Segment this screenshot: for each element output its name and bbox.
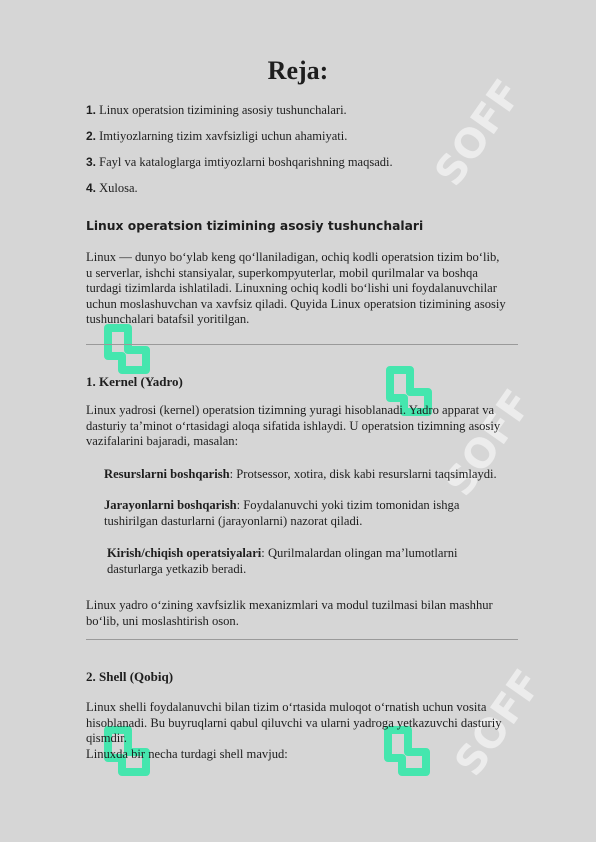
page-title: Reja:	[267, 56, 329, 85]
section-heading: Linux operatsion tizimining asosiy tushunchalari	[86, 219, 424, 233]
item-text: Fayl va kataloglarga imtiyozlarni boshqarishning maqsadi.	[96, 155, 393, 169]
watermark-text: SOFF	[446, 661, 552, 785]
text-line: tushunchalari batafsil yoritilgan.	[86, 312, 250, 326]
text-line: Linux yadrosi (kernel) operatsion tizimning yuragi hisoblanadi. Yadro apparat va	[86, 403, 495, 417]
list-item	[107, 546, 547, 577]
text-line: uchun moslashuvchan va xavfsiz qiladi. Quyida Linux operatsion tizimining asosiy	[86, 296, 506, 311]
section-intro	[86, 250, 548, 328]
watermark-text: SOFF	[436, 381, 542, 505]
item-text: dasturlarga yetkazib beradi.	[107, 561, 247, 576]
list-item	[104, 467, 544, 483]
item-term: Resurslarni boshqarish	[104, 467, 230, 481]
item-number: 1.	[86, 103, 97, 117]
list-item	[86, 102, 526, 128]
item-text: : Qurilmalardan olingan ma’lumotlarni	[261, 546, 458, 560]
text-line: Linuxda bir necha turdagi shell mavjud:	[86, 746, 288, 761]
section-heading: 2. Shell (Qobiq)	[86, 669, 174, 684]
text-line: dasturiy ta’minot o‘rtasidagi aloqa sifatida ishlaydi. U operatsion tizimning asosiy	[86, 418, 501, 433]
text-line: Linux — dunyo bo‘ylab keng qo‘llaniladigan, ochiq kodli operatsion tizim bo‘lib,	[86, 250, 500, 264]
section-heading: 1. Kernel (Yadro)	[86, 374, 183, 389]
item-number: 4.	[86, 181, 97, 195]
shell-intro	[86, 700, 548, 762]
divider	[86, 639, 518, 640]
item-text: : Protsessor, xotira, disk kabi resurslarni taqsimlaydi.	[229, 467, 497, 481]
list-item	[86, 180, 526, 206]
text-line: Linux shelli foydalanuvchi bilan tizim o‘rtasida muloqot o‘rnatish uchun vosita	[86, 700, 487, 714]
text-line: vazifalarini bajaradi, masalan:	[86, 434, 239, 448]
item-text: : Foydalanuvchi yoki tizim tomonidan ishga	[236, 498, 460, 512]
list-item	[86, 154, 526, 180]
kernel-outro	[86, 598, 548, 629]
divider	[86, 344, 518, 345]
item-term: Kirish/chiqish operatsiyalari	[107, 546, 262, 560]
kernel-intro	[86, 403, 548, 450]
text-line: Linux yadro o‘zining xavfsizlik mexanizmlari va modul tuzilmasi bilan mashhur	[86, 598, 493, 612]
item-term: Jarayonlarni boshqarish	[104, 498, 237, 512]
text-line: turdagi tizimlarda ishlatiladi. Linuxning ochiq kodli bo‘lishi uni foydalanuvchilar	[86, 281, 497, 295]
item-number: 3.	[86, 155, 97, 169]
text-line: u serverlar, ishchi stansiyalar, superkompyuterlar, mobil qurilmalar va boshqa	[86, 265, 478, 280]
item-text: Xulosa.	[96, 181, 138, 195]
item-text: Linux operatsion tizimining asosiy tushunchalari.	[96, 103, 347, 117]
item-text: tushirilgan dasturlarni (jarayonlarni) nazorat qiladi.	[104, 513, 363, 528]
list-item	[104, 498, 544, 529]
plan-list	[86, 102, 526, 206]
list-item	[86, 128, 526, 154]
item-number: 2.	[86, 129, 97, 143]
watermark-text: SOFF	[426, 71, 532, 195]
item-text: Imtiyozlarning tizim xavfsizligi uchun ahamiyati.	[96, 129, 348, 143]
text-line: bo‘lib, uni moslashtirish oson.	[86, 613, 239, 628]
text-line: qismdir.	[86, 731, 127, 745]
text-line: hisoblanadi. Bu buyruqlarni qabul qiluvchi va ularni yadroga yetkazuvchi dasturiy	[86, 715, 502, 730]
